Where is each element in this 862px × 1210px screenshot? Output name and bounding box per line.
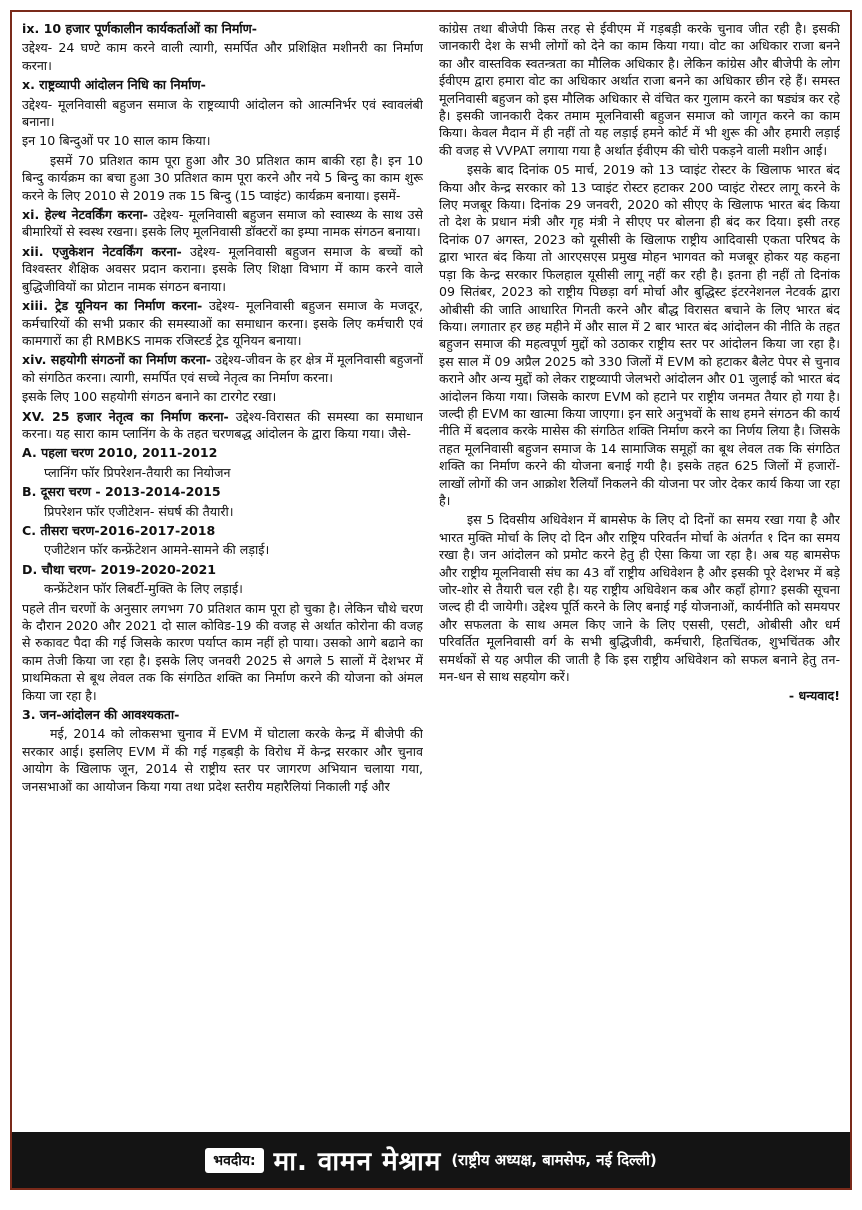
section-heading: C. तीसरा चरण-2016-2017-2018	[22, 522, 216, 538]
signature-footer	[12, 1132, 850, 1188]
section-heading: xii. एजुकेशन नेटवर्किंग करना-	[22, 243, 182, 259]
body-paragraph: मई, 2014 को लोकसभा चुनाव में EVM में घोटाला करके केन्द्र में बीजेपी की सरकार आई। इसलिए EVM में की गई गड़बड़ी के विरोध में केन्द्र सरकार और चुनाव आयोग के खिलाफ जून, 2014 से राष्ट्रीय स्तर पर जागरण अभियान चलाया गया, जनसभाओं का आयोजन किया गया तथा प्रदेश स्तरीय महारैलियां निकाली गई और	[22, 726, 423, 794]
left-column	[22, 20, 423, 1130]
section-heading: x. राष्ट्रव्यापी आंदोलन निधि का निर्माण-	[22, 77, 206, 93]
body-paragraph: इस 5 दिवसीय अधिवेशन में बामसेफ के लिए दो दिनों का समय रखा गया है और भारत मुक्ति मोर्चा के लिए दो दिन और राष्ट्रिय परिवर्तन मोर्चा के अंतर्गत १ दिन का समय रखा है। जन आंदोलन को प्रमोट करने हेतु ही ऐसा किया जा रहा है। अब यह बामसेफ और राष्ट्रीय मूलनिवासी संघ का 43 वाँ राष्ट्रीय अधिवेशन है और इसकी पूरे देशभर में बड़े जोर-शोर से तैयारी चल रही है। यह राष्ट्रीय अधिवेशन कब और कहाँ होगा? इसकी सूचना जल्द ही दी जायेगी। उद्देश्य पूर्ति करने के लिए बनाई गई योजनाओं, कार्यनीति को समयपर और सफलता के साथ अमल किए जाने के लिए एससी, एसटी, ओबीसी और धर्म परिवर्तित मूलनिवासी वर्ग के सभी बुद्धिजीवी, कर्मचारी, हितचिंतक, शुभचिंतक और समर्थकों से यह अपील की जाती है कि इस राष्ट्रीय अधिवेशन को सफल बनाने हेतु तन-मन-धन से साथ सहयोग करें।	[439, 512, 840, 685]
phase-description: प्लानिंग फॉर प्रिपरेशन-तैयारी का नियोजन	[44, 464, 231, 480]
section-text: उद्देश्य- मूलनिवासी बहुजन समाज के मजदूर, कर्मचारियों की सभी प्रकार की समस्याओं का समाधान करना। इसके लिए कर्मचारी एवं कामगारों का ही RMBKS नामक रजिस्टर्ड ट्रेड यूनियन बनाया।	[22, 298, 423, 348]
section-paragraph	[22, 206, 423, 241]
body-paragraph: उद्देश्य- मूलनिवासी बहुजन समाज के राष्ट्रव्यापी आंदोलन को आत्मनिर्भर एवं स्वावलंबी बनाना।	[22, 96, 423, 130]
section-heading: xiv. सहयोगी संगठनों का निर्माण करना-	[22, 352, 212, 368]
section-heading: B. दूसरा चरण - 2013-2014-2015	[22, 484, 221, 500]
section-heading: D. चौथा चरण- 2019-2020-2021	[22, 561, 217, 577]
section-heading: ix. 10 हजार पूर्णकालीन कार्यकर्ताओं का निर्माण-	[22, 21, 258, 36]
article-columns	[22, 20, 840, 1130]
footer-name: मा. वामन मेश्राम	[273, 1147, 442, 1177]
body-paragraph: उद्देश्य- 24 घण्टे काम करने वाली त्यागी, समर्पित और प्रशिक्षित मशीनरी का निर्माण करना।	[22, 40, 423, 73]
body-paragraph: इसके लिए 100 सहयोगी संगठन बनाने का टारगेट रखा।	[22, 389, 277, 405]
section-heading: xi. हेल्थ नेटवर्किंग करना-	[22, 207, 148, 223]
section-paragraph	[22, 408, 423, 443]
section-heading: xiii. ट्रेड यूनियन का निर्माण करना-	[22, 298, 203, 314]
section-paragraph	[22, 297, 423, 349]
phase-description: प्रिपरेशन फॉर एजीटेशन- संघर्ष की तैयारी।	[44, 503, 234, 519]
body-paragraph: कांग्रेस तथा बीजेपी किस तरह से ईवीएम में गड़बड़ी करके चुनाव जीत रही है। इसकी जानकारी देश के सभी लोगों को देने का काम किया गया। वोट का अधिकार राजा बनने का और वास्तविक स्वतन्त्रता का मौलिक अधिकार है। लेकिन कांग्रेस और बीजेपी के लोग ईवीएम द्वारा हमारा वोट का अधिकार अर्थात राजा बनने का अधिकार छीन रहे हैं। समस्त मूलनिवासी बहुजन को इस मौलिक अधिकार से वंचित कर गुलाम करने का षड्यंत्र कर रहे है। इसकी जानकारी देकर तमाम मूलनिवासी बहुजन समाज को जागृत करने का काम किया। केवल मैदान में ही नहीं तो यह लड़ाई हमने कोर्ट में भी शुरू की और हमारी लड़ाई की वजह से VVPAT लगाया गया है अर्थात ईवीएम की चोरी पकड़ने वाली मशीन आई।	[439, 21, 840, 158]
section-heading: 3. जन-आंदोलन की आवश्यकता-	[22, 707, 180, 723]
body-paragraph: पहले तीन चरणों के अनुसार लगभग 70 प्रतिशत काम पूरा हो चुका है। लेकिन चौथे चरण के दौरान 2020 और 2021 दो साल कोविड-19 की वजह से अर्थात कोरोना की वजह से रुकावट पैदा की गई जिसके कारण पर्याप्त काम नहीं हो पाया। उसको आगे बढाने का काम तेजी किया जा रहा है। इसके लिए जनवरी 2025 से अगले 5 सालों में देशभर में प्राथमिकता से बूथ लेवल तक कि संगठित शक्ति का निर्माण करने की योजना को अंमल किया जा रहा है।	[22, 600, 423, 703]
section-text: उद्देश्य-विरासत की समस्या का समाधान करना। यह सारा काम प्लानिंग के के तहत चरणबद्ध आंदोलन के द्वारा किया गया। जैसे-	[22, 408, 423, 441]
body-paragraph: इसमें 70 प्रतिशत काम पूरा हुआ और 30 प्रतिशत काम बाकी रहा है। इन 10 बिन्दु कार्यक्रम का बचा हुआ 30 प्रतिशत काम पूरा करने और नये 5 बिन्दु का काम शुरू करने के लिए 2010 से 2019 तक 15 बिन्दु (15 प्वाइंट) कार्यक्रम बनाया। इसमें-	[22, 152, 423, 203]
phase-description: एजीटेशन फॉर कन्फ्रेंटेशन आमने-सामने की लड़ाई।	[44, 542, 270, 558]
section-heading: A. पहला चरण 2010, 2011-2012	[22, 445, 218, 461]
document-page	[10, 10, 852, 1190]
section-paragraph	[22, 351, 423, 386]
body-paragraph: इन 10 बिन्दुओं पर 10 साल काम किया।	[22, 133, 211, 149]
section-text: उद्देश्य- मूलनिवासी बहुजन समाज को स्वास्थ्य के साथ उसे बीमारियों से स्वस्थ रखना। इसके लिए मूलनिवासी डॉक्टरों का इम्पा नामक संगठन बनाया।	[22, 207, 423, 240]
section-text: उद्देश्य-जीवन के हर क्षेत्र में मूलनिवासी बहुजनों को संगठित करना। त्यागी, समर्पित एवं सच्चे नेतृत्व का निर्माण करना।	[22, 352, 423, 385]
section-text: उद्देश्य- मूलनिवासी बहुजन समाज के बच्चों को विश्वस्तर शैक्षिक अवसर प्रदान कराना। इसके लिए शिक्षा विभाग में काम करने वाले बुद्धिजीवियों का प्रोटान नामक संगठन बनाया।	[22, 243, 423, 294]
section-paragraph	[22, 243, 423, 295]
section-heading: XV. 25 हजार नेतृत्व का निर्माण करना-	[22, 408, 229, 424]
right-column	[439, 20, 840, 1130]
phase-description: कन्फ्रेंटेशन फॉर लिबर्टी-मुक्ति के लिए लड़ाई।	[44, 581, 243, 597]
body-paragraph: इसके बाद दिनांक 05 मार्च, 2019 को 13 प्वाइंट रोस्टर के खिलाफ भारत बंद किया और केन्द्र सरकार को 13 प्वाइंट रोस्टर हटाकर 200 प्वाइंट रोस्टर लागू करने के लिए मजबूर किया। दिनांक 29 जनवरी, 2020 को सीएए के खिलाफ भारत बंद किया तो देश के प्रधान मंत्री और गृह मंत्री ने सीएए पर बोलना ही बंद कर दिया। इसी तरह दिनांक 07 अगस्त, 2023 को यूसीसी के खिलाफ राष्ट्रीय आदिवासी एकता परिषद के द्वारा भारत बंद किया तो आरएसएस प्रमुख मोहन भागवत को मजबूर होकर यह कहना पड़ा कि केन्द्र सरकार फिलहाल यूसीसी लागू नहीं कर रही है। इतना ही नहीं तो दिनांक 09 सितंबर, 2023 को राष्ट्रीय पिछड़ा वर्ग मोर्चा और बुद्धिस्ट इंटरनेशनल नेटवर्क द्वारा ओबीसी की जाति आधारित गिनती करने और बौद्ध विरासत बचाने के लिए भारत बंद किया। लगातार हर छह महीने में और साल में 2 बार भारत बंद आंदोलन की नीति के तहत बहुजन समाज की महत्वपूर्ण मुद्दों को उठाकर राष्ट्रीय स्तर पर आंदोलन किया जा रहा है। इस साल में 09 अप्रैल 2025 को 330 जिलों में EVM को हटाकर बैलेट पेपर से चुनाव कराने और अन्य मुद्दों को लेकर राष्ट्रव्यापी जेलभरो आंदोलन और 01 जुलाई को भारत बंद आंदोलन किया गया। जिसके कारण EVM को हटाने पर राष्ट्रीय जनमत तैयार हो गया है। जल्दी ही EVM का खात्मा किया जाएगा। इन सारे अनुभवों के साथ हमने संगठन की कार्य नीति में बदलाव करके मासेस की संगठित शक्ति निर्माण करने का निर्णय लिया है। जिसके तहत मूलनिवासी बहुजन समाज के 14 सामाजिक समूहों का बूथ लेवल तक कि संगठित शक्ति का निर्माण करने की योजना बनाई गयी है। इसके तहत 625 जिलों में हजारों-लाखों लोगों की जन आक्रोश रैलियाँ निकलने की योजना पर जोर देकर कार्य किया जा रहा है।	[439, 162, 840, 508]
closing-thanks: - धन्यवाद!	[788, 688, 840, 704]
footer-designation: (राष्ट्रीय अध्यक्ष, बामसेफ, नई दिल्ली)	[451, 1151, 657, 1169]
footer-greeting: भवदीय:	[205, 1148, 263, 1173]
